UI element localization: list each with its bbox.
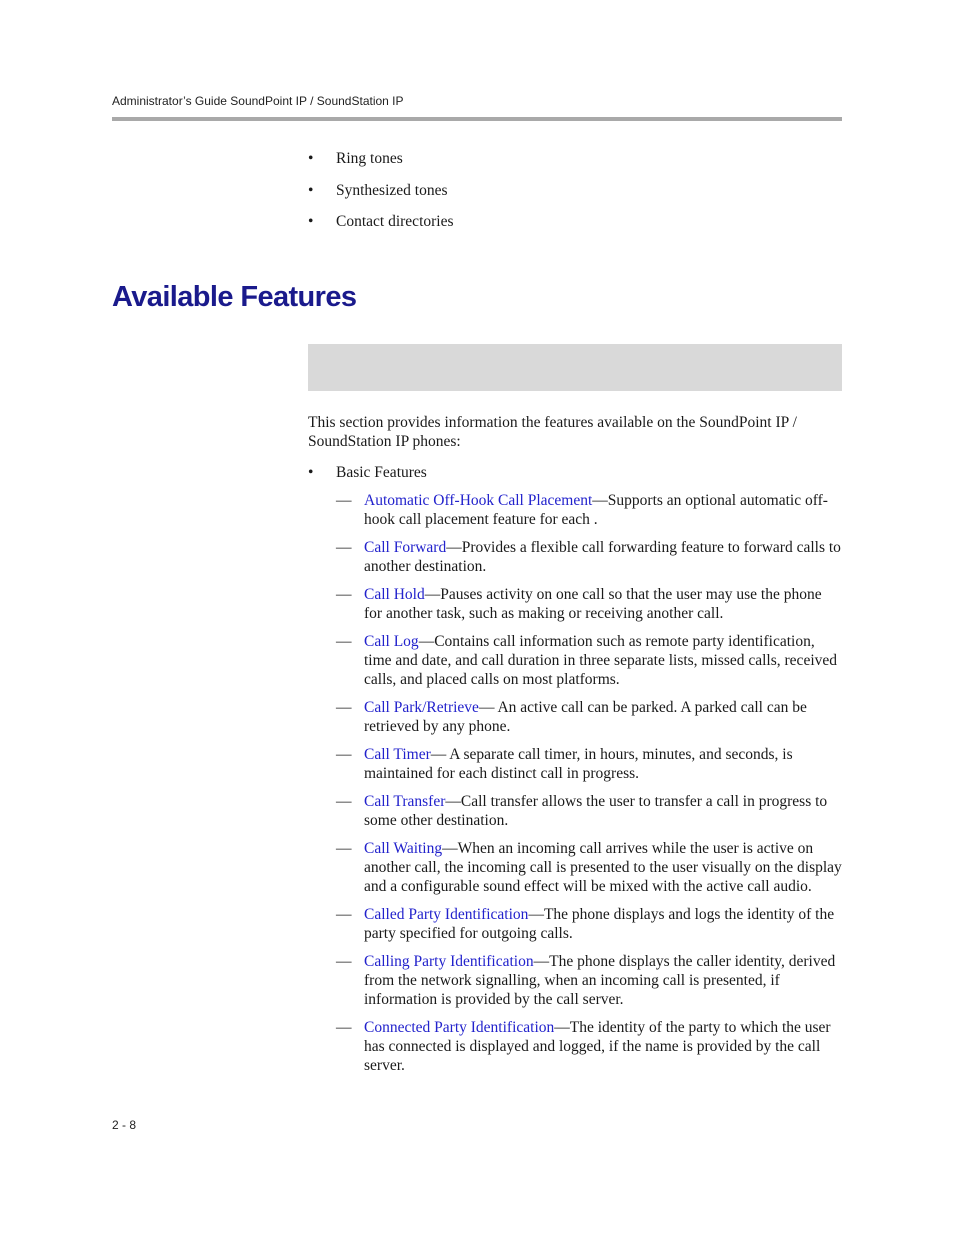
feature-link[interactable]: Calling Party Identification — [364, 953, 534, 970]
dash-icon: — — [336, 539, 352, 556]
feature-link[interactable]: Called Party Identification — [364, 906, 529, 923]
dash-icon: — — [336, 699, 352, 716]
list-item — [308, 211, 842, 243]
dash-icon: — — [336, 1019, 352, 1036]
bullet-icon: • — [308, 150, 314, 167]
feature-description: — An active call can be parked. A parked call can be retrieved by any phone. — [364, 699, 807, 735]
feature-item — [308, 698, 842, 736]
intro-paragraph: This section provides information the features available on the SoundPoint IP / SoundStation IP phones: — [308, 414, 797, 450]
feature-item — [308, 839, 842, 896]
dash-icon: — — [336, 746, 352, 763]
feature-link[interactable]: Call Waiting — [364, 840, 443, 857]
feature-description: —Pauses activity on one call so that the user may use the phone for another task, such as making or receiving another call. — [364, 586, 822, 622]
feature-description: —The phone displays and logs the identity of the party specified for outgoing calls. — [364, 906, 835, 942]
feature-link[interactable]: Call Forward — [364, 539, 447, 556]
feature-link[interactable]: Call Timer — [364, 746, 431, 763]
feature-link[interactable]: Call Hold — [364, 586, 425, 603]
feature-description: —Call transfer allows the user to transfer a call in progress to some other destination. — [364, 793, 828, 829]
running-header: Administrator’s Guide SoundPoint IP / SoundStation IP — [112, 94, 404, 108]
list-item-text: Ring tones — [336, 150, 403, 167]
top-bullet-list — [308, 148, 842, 243]
feature-link[interactable]: Call Park/Retrieve — [364, 699, 479, 716]
basic-features-label: Basic Features — [336, 464, 427, 481]
feature-description: —Provides a flexible call forwarding feature to forward calls to another destination. — [364, 539, 841, 575]
section-content — [308, 413, 842, 1084]
feature-item — [308, 491, 842, 529]
feature-description: —When an incoming call arrives while the user is active on another call, the incoming call is presented to the user visually on the display and a configurable sound effect will be mixed with the active call audio. — [364, 840, 842, 895]
section-title: Available Features — [112, 281, 357, 313]
header-rule — [112, 117, 842, 121]
feature-link[interactable]: Connected Party Identification — [364, 1019, 555, 1036]
gray-band — [308, 344, 842, 391]
list-item-text: Contact directories — [336, 213, 454, 230]
bullet-icon: • — [308, 181, 314, 199]
feature-description: —Supports an optional automatic off-hook call placement feature for each . — [364, 492, 828, 528]
bullet-icon: • — [308, 464, 314, 481]
list-item — [308, 148, 842, 180]
list-item — [308, 180, 842, 212]
dash-icon: — — [336, 840, 352, 857]
feature-link[interactable]: Call Log — [364, 633, 419, 650]
feature-description: —Contains call information such as remote party identification, time and date, and call duration in three separate lists, missed calls, received calls, and placed calls on most platforms. — [364, 633, 838, 688]
dash-icon: — — [336, 793, 352, 810]
dash-icon: — — [336, 906, 352, 923]
feature-item — [308, 585, 842, 623]
page-number: 2 - 8 — [112, 1118, 137, 1132]
feature-link[interactable]: Automatic Off-Hook Call Placement — [364, 492, 593, 509]
feature-item — [308, 538, 842, 576]
feature-description: —The identity of the party to which the user has connected is displayed and logged, if the name is provided by the call server. — [364, 1019, 831, 1074]
dash-icon: — — [336, 953, 352, 970]
list-item-text: Synthesized tones — [336, 181, 448, 199]
bullet-icon: • — [308, 213, 314, 230]
feature-link[interactable]: Call Transfer — [364, 793, 446, 810]
feature-item — [308, 745, 842, 783]
feature-item — [308, 905, 842, 943]
feature-list — [308, 491, 842, 1075]
feature-item — [308, 952, 842, 1009]
dash-icon: — — [336, 586, 352, 603]
feature-item — [308, 632, 842, 689]
feature-description: — A separate call timer, in hours, minutes, and seconds, is maintained for each distinct call in progress. — [364, 746, 793, 782]
feature-description: —The phone displays the caller identity, derived from the network signalling, when an incoming call is presented, if information is provided by the call server. — [364, 953, 836, 1008]
dash-icon: — — [336, 492, 352, 509]
feature-item — [308, 792, 842, 830]
feature-item — [308, 1018, 842, 1075]
basic-features-item — [308, 463, 842, 482]
dash-icon: — — [336, 633, 352, 650]
